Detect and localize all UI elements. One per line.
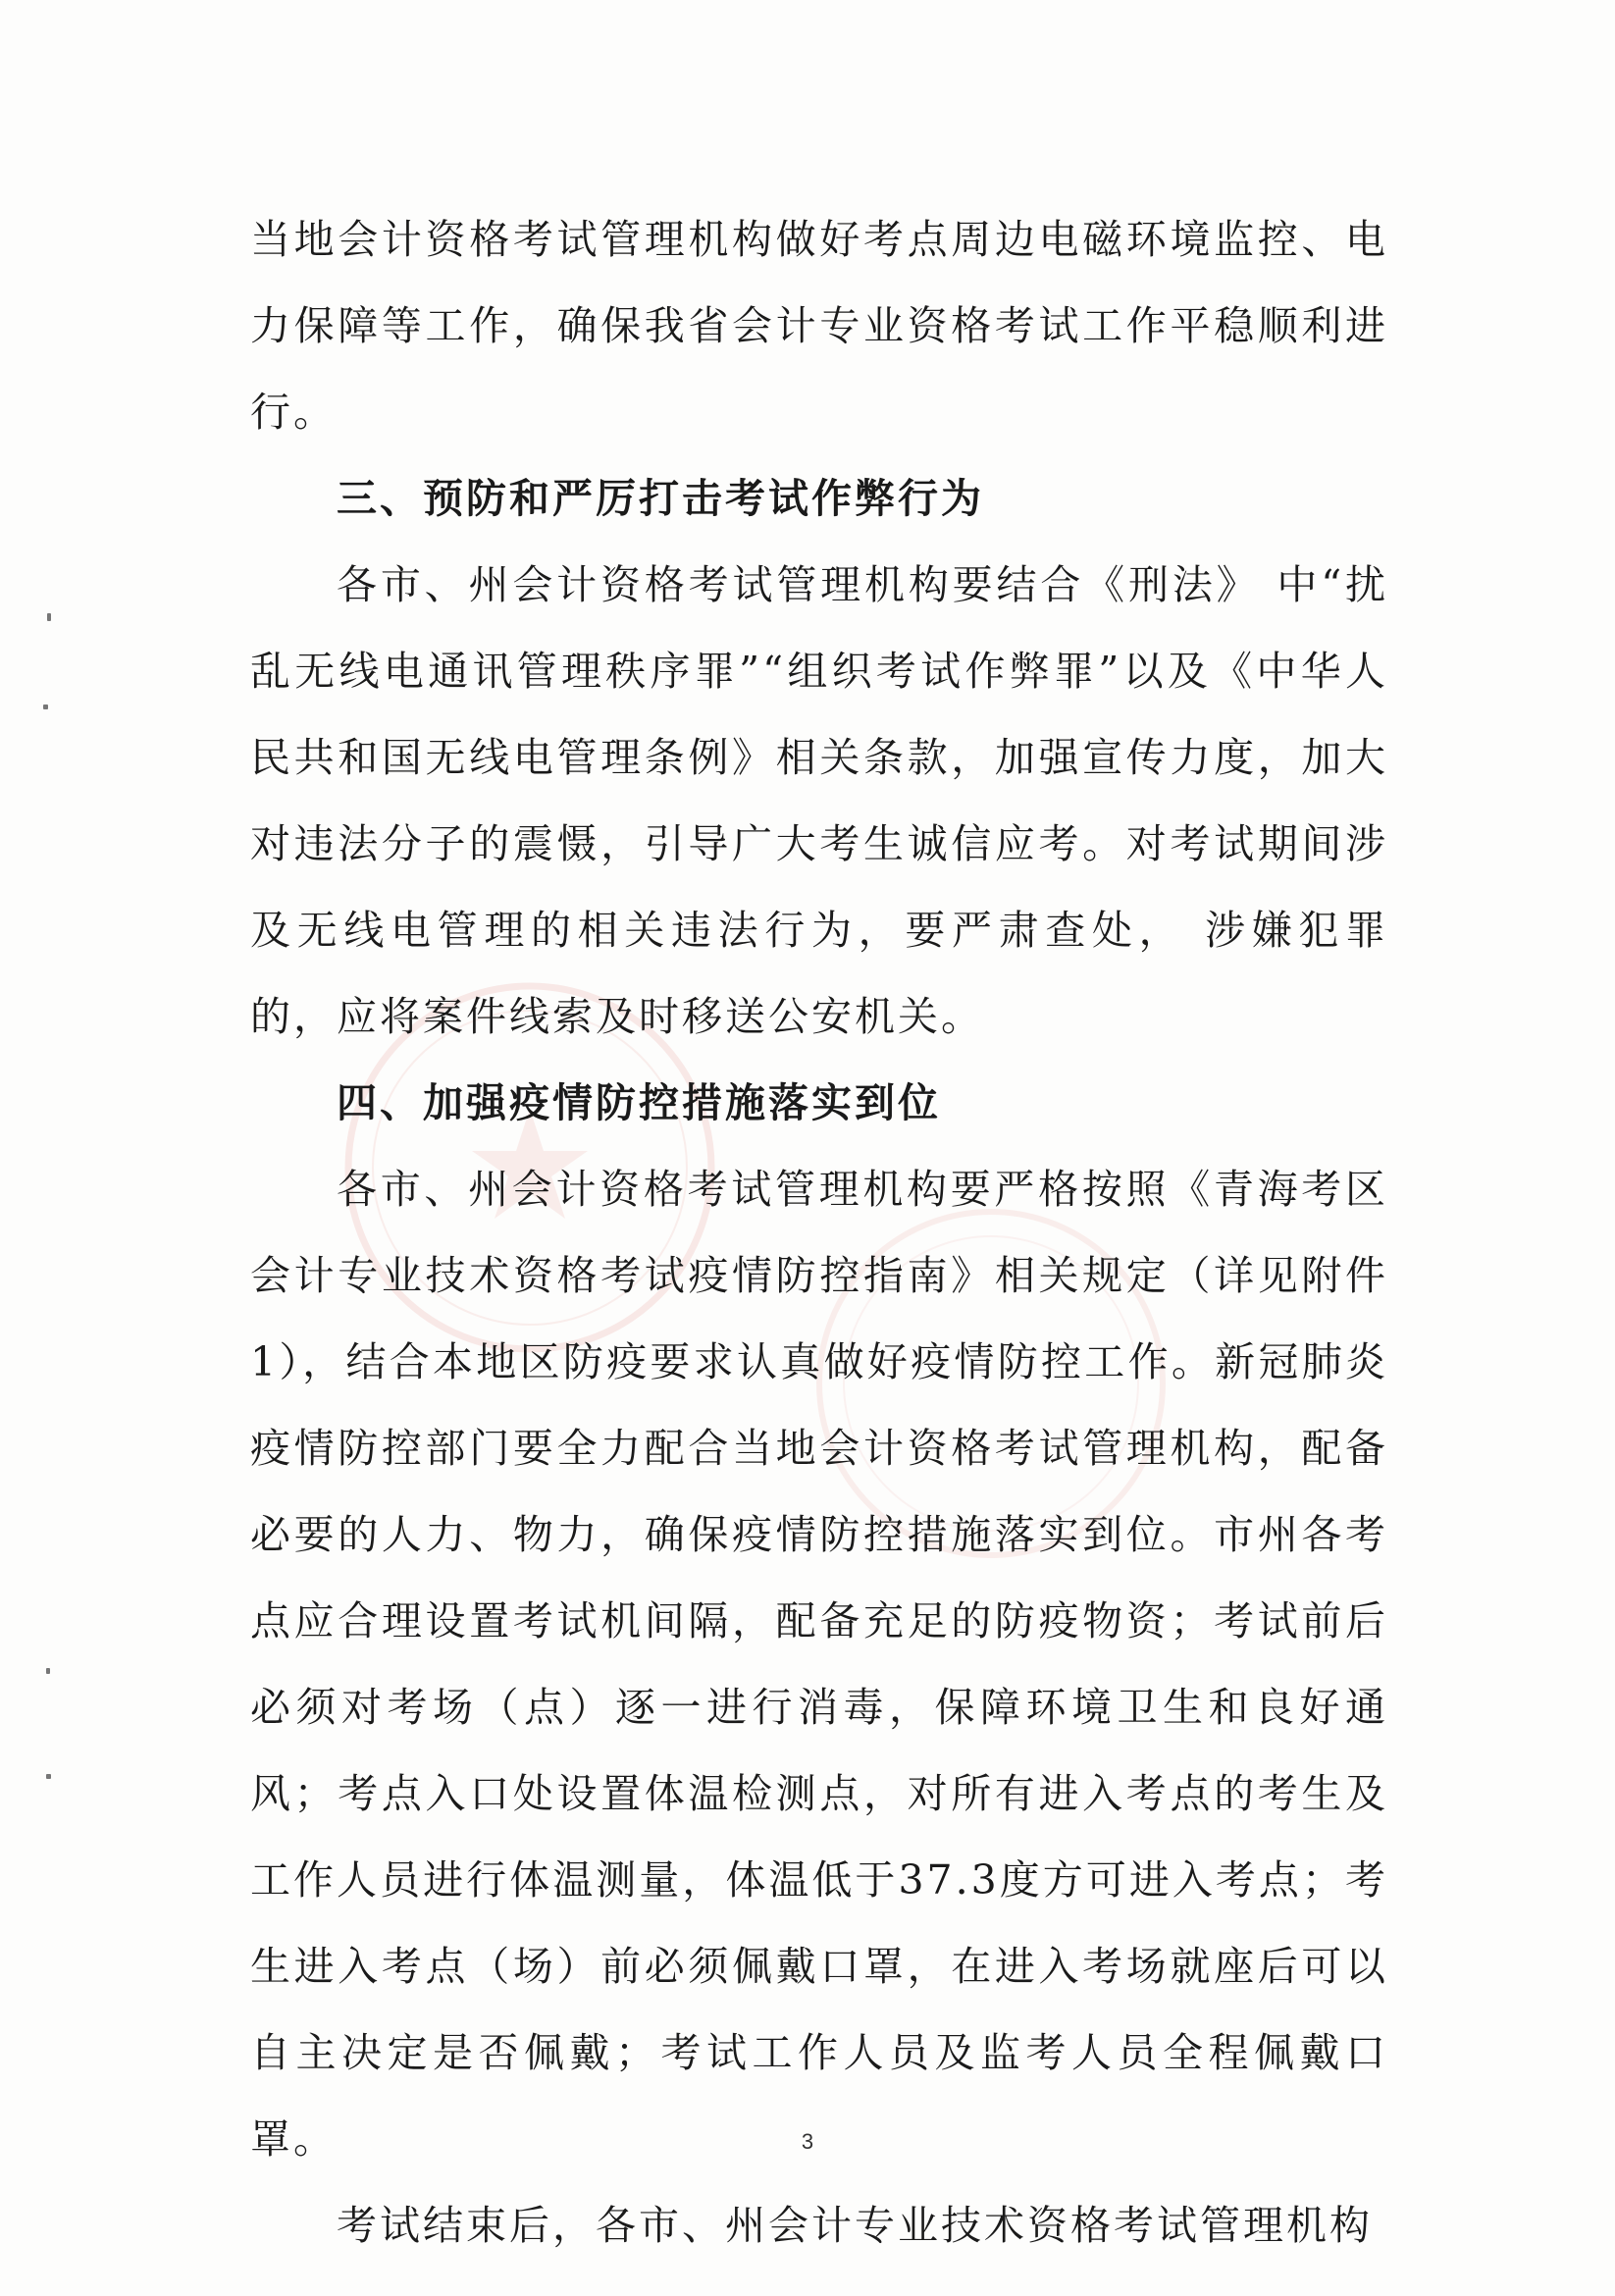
scan-speck [47,613,51,621]
section-heading-4: 四、加强疫情防控措施落实到位 [337,1079,941,1126]
page-number: 3 [801,2129,814,2154]
paragraph-continuation: 当地会计资格考试管理机构做好考点周边电磁环境监控、电力保障等工作，确保我省会计专业资格考试工作平稳顺利进行。 [250,216,1388,436]
scan-speck [46,1668,50,1674]
scan-speck [46,1774,51,1779]
paragraph-after-exam: 考试结束后，各市、州会计专业技术资格考试管理机构 [337,2202,1373,2249]
paragraph-epidemic-control: 各市、州会计资格考试管理机构要严格按照《青海考区会计专业技术资格考试疫情防控指南》相关规定（详见附件1），结合本地区防疫要求认真做好疫情防控工作。新冠肺炎疫情防控部门要全力配合当地会计资格考试管理机构，配备必要的人力、物力，确保疫情防控措施落实到位。市州各考点应合理设置考试机间隔，配备充足的防疫物资；考试前后必须对考场（点）逐一进行消毒，保障环境卫生和良好通风；考点入口处设置体温检测点，对所有进入考点的考生及工作人员进行体温测量，体温低于37.3度方可进入考点；考生进入考点（场）前必须佩戴口罩，在进入考场就座后可以自主决定是否佩戴；考试工作人员及监考人员全程佩戴口罩。 [250,1166,1388,2163]
section-heading-3: 三、预防和严厉打击考试作弊行为 [337,475,984,522]
paragraph-anti-cheating: 各市、州会计资格考试管理机构要结合《刑法》 中“扰乱无线电通讯管理秩序罪”“组织考试作弊罪”以及《中华人民共和国无线电管理条例》相关条款，加强宣传力度，加大对违法分子的震慑，引导广大考生诚信应考。对考试期间涉及无线电管理的相关违法行为，要严肃查处， 涉嫌犯罪的，应将案件线索及时移送公安机关。 [250,561,1388,1040]
scan-speck [43,704,48,709]
document-body [250,196,1388,2269]
